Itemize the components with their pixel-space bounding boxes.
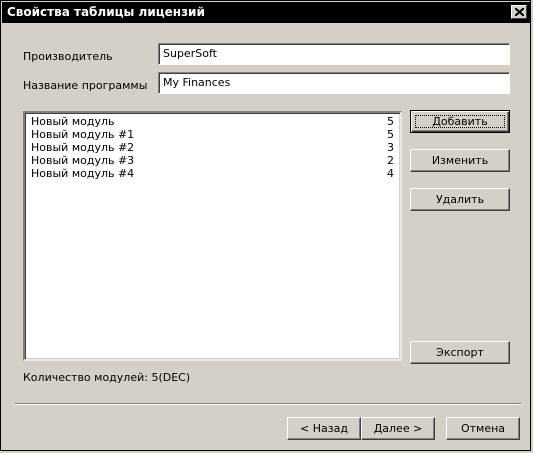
module-value: 4 <box>387 167 394 180</box>
module-name: Новый модуль <box>31 115 115 128</box>
vendor-label: Производитель <box>23 50 113 63</box>
close-icon <box>515 8 524 16</box>
cancel-button[interactable]: Отмена <box>446 417 520 440</box>
module-count-label: Количество модулей: 5(DEC) <box>23 371 191 384</box>
add-button[interactable] <box>410 110 510 133</box>
module-value: 5 <box>387 115 394 128</box>
export-button[interactable]: Экспорт <box>410 341 510 364</box>
module-name: Новый модуль #3 <box>31 154 135 167</box>
program-name-field[interactable]: My Finances <box>158 72 510 94</box>
module-name: Новый модуль #2 <box>31 141 135 154</box>
program-name-label: Название программы <box>23 79 148 92</box>
module-name: Новый модуль #1 <box>31 128 135 141</box>
list-item[interactable] <box>31 128 394 141</box>
separator <box>15 403 521 405</box>
module-value: 2 <box>387 154 394 167</box>
title-bar <box>2 2 531 23</box>
delete-button[interactable]: Удалить <box>410 188 510 211</box>
list-item[interactable] <box>31 141 394 154</box>
edit-button[interactable]: Изменить <box>410 149 510 172</box>
list-item[interactable] <box>31 154 394 167</box>
next-button[interactable]: Далее > <box>361 417 435 440</box>
close-button[interactable] <box>511 5 527 19</box>
module-value: 5 <box>387 128 394 141</box>
module-value: 3 <box>387 141 394 154</box>
module-name: Новый модуль #4 <box>31 167 135 180</box>
list-item[interactable] <box>31 167 394 180</box>
list-item[interactable] <box>31 115 394 128</box>
modules-list[interactable] <box>23 111 402 361</box>
window-title: Свойства таблицы лицензий <box>7 5 205 19</box>
back-button[interactable]: < Назад <box>287 417 361 440</box>
add-button-label: Добавить <box>432 115 488 128</box>
vendor-field[interactable]: SuperSoft <box>158 43 510 65</box>
